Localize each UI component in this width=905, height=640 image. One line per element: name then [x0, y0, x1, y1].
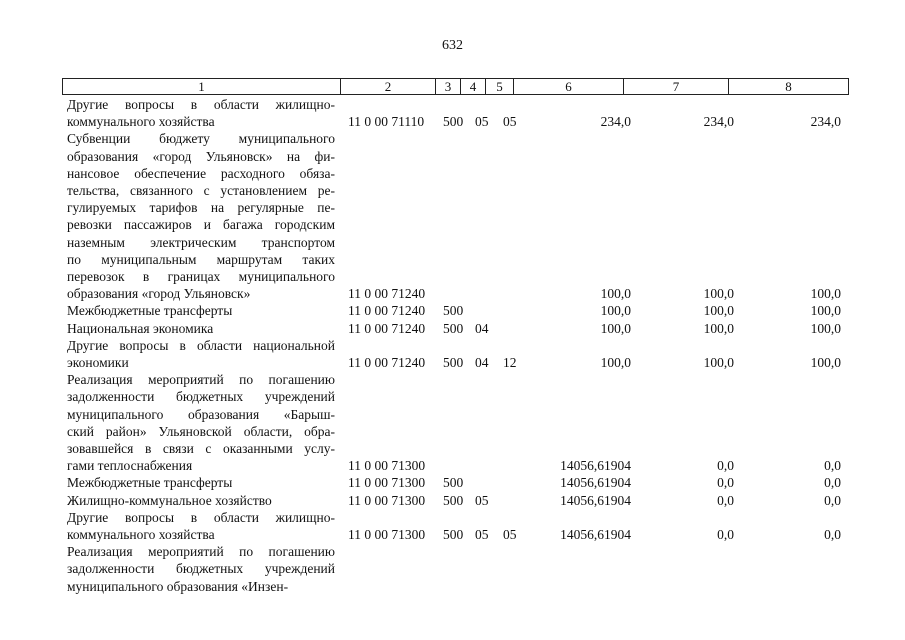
amount-col-7: 100,0: [703, 320, 734, 336]
table-row: [0, 96, 905, 130]
description-line: Другие вопросы в области жилищно-: [67, 97, 335, 112]
target-code: 11 0 00 71300: [348, 475, 426, 491]
amount-col-7: 100,0: [703, 286, 734, 302]
row-description: [67, 320, 335, 337]
description-line: задолженности бюджетных учреждений: [67, 561, 335, 577]
amount-col-8: 0,0: [824, 475, 841, 491]
amount-col-8: 0,0: [824, 526, 841, 542]
column-header-6: 6: [514, 79, 624, 94]
row-description: [67, 371, 335, 474]
description-line: Жилищно-коммунальное хозяйство: [67, 492, 272, 508]
amount-col-6: 100,0: [600, 286, 631, 302]
description-line: Субвенции бюджету муниципального: [67, 131, 335, 147]
table-header-row: [62, 78, 849, 95]
row-description: [67, 302, 335, 319]
page-number: 632: [442, 38, 463, 53]
table-row: [0, 543, 905, 595]
amount-col-6: 14056,61904: [560, 475, 631, 491]
description-line: ский район» Ульяновской области, обра-: [67, 423, 335, 439]
table-row: [0, 509, 905, 543]
row-description: [67, 130, 335, 302]
expense-type: 500: [443, 320, 464, 336]
table-body: [0, 96, 905, 595]
target-code: 11 0 00 71240: [348, 354, 426, 370]
row-description: [67, 509, 335, 543]
description-line: Другие вопросы в области национальной: [67, 337, 335, 353]
description-line: по муниципальным маршрутам таких: [67, 251, 335, 267]
description-line: Другие вопросы в области жилищно-: [67, 509, 335, 525]
amount-col-8: 0,0: [824, 458, 841, 474]
amount-col-7: 234,0: [703, 114, 734, 130]
section: 05: [475, 526, 489, 542]
description-line: задолженности бюджетных учреждений: [67, 389, 335, 405]
table-row: [0, 371, 905, 474]
amount-col-6: 100,0: [600, 354, 631, 370]
target-code: 11 0 00 71240: [348, 303, 426, 319]
amount-col-6: 100,0: [600, 303, 631, 319]
row-description: [67, 96, 335, 130]
target-code: 11 0 00 71240: [348, 320, 426, 336]
table-row: [0, 474, 905, 491]
amount-col-8: 100,0: [810, 354, 841, 370]
column-header-8: 8: [785, 79, 792, 94]
expense-type: 500: [443, 475, 464, 491]
table-row: [0, 492, 905, 509]
column-header-5: 5: [486, 79, 514, 94]
description-line: муниципального образования «Инзен-: [67, 578, 289, 594]
description-line: коммунального хозяйства: [67, 526, 215, 542]
expense-type: 500: [443, 354, 464, 370]
column-header-2: 2: [341, 79, 436, 94]
column-header-1: 1: [63, 79, 341, 94]
description-line: Межбюджетные трансферты: [67, 303, 233, 319]
target-code: 11 0 00 71240: [348, 286, 426, 302]
amount-col-8: 100,0: [810, 320, 841, 336]
description-line: Национальная экономика: [67, 320, 214, 336]
expense-type: 500: [443, 492, 464, 508]
section: 05: [475, 492, 489, 508]
target-code: 11 0 00 71300: [348, 526, 426, 542]
description-line: гами теплоснабжения: [67, 458, 193, 474]
expense-type: 500: [443, 303, 464, 319]
description-line: нансовое обеспечение расходного обяза-: [67, 165, 335, 181]
description-line: коммунального хозяйства: [67, 114, 215, 130]
description-line: образования «город Ульяновск» на фи-: [67, 148, 335, 164]
table-row: [0, 320, 905, 337]
table-row: [0, 130, 905, 302]
description-line: муниципального образования «Барыш-: [67, 406, 335, 422]
column-header-7: 7: [624, 79, 729, 94]
amount-col-7: 0,0: [717, 475, 734, 491]
row-description: [67, 337, 335, 371]
amount-col-7: 100,0: [703, 354, 734, 370]
column-header-3: 3: [436, 79, 461, 94]
subsection: 05: [503, 526, 517, 542]
amount-col-6: 234,0: [600, 114, 631, 130]
description-line: Межбюджетные трансферты: [67, 475, 233, 491]
amount-col-7: 0,0: [717, 458, 734, 474]
description-line: гулируемых тарифов на регулярные пе-: [67, 200, 335, 216]
description-line: Реализация мероприятий по погашению: [67, 544, 335, 560]
amount-col-6: 14056,61904: [560, 458, 631, 474]
target-code: 11 0 00 71300: [348, 492, 426, 508]
expense-type: 500: [443, 526, 464, 542]
description-line: наземным электрическим транспортом: [67, 234, 335, 250]
section: 04: [475, 354, 489, 370]
description-line: тельства, связанного с установлением ре-: [67, 183, 335, 198]
description-line: экономики: [67, 354, 129, 370]
amount-col-7: 0,0: [717, 492, 734, 508]
row-description: [67, 474, 335, 491]
subsection: 12: [503, 354, 517, 370]
amount-col-6: 14056,61904: [560, 492, 631, 508]
amount-col-8: 0,0: [824, 492, 841, 508]
row-description: [67, 543, 335, 595]
amount-col-8: 100,0: [810, 303, 841, 319]
amount-col-7: 0,0: [717, 526, 734, 542]
row-description: [67, 492, 335, 509]
description-line: ревозки пассажиров и багажа городским: [67, 217, 335, 233]
description-line: перевозок в границах муниципального: [67, 269, 335, 285]
column-header-4: 4: [461, 79, 486, 94]
amount-col-6: 14056,61904: [560, 526, 631, 542]
table-row: [0, 337, 905, 371]
amount-col-8: 234,0: [810, 114, 841, 130]
expense-type: 500: [443, 114, 464, 130]
subsection: 05: [503, 114, 517, 130]
target-code: 11 0 00 71300: [348, 458, 426, 474]
description-line: Реализация мероприятий по погашению: [67, 372, 335, 388]
section: 04: [475, 320, 489, 336]
description-line: образования «город Ульяновск»: [67, 286, 251, 302]
amount-col-6: 100,0: [600, 320, 631, 336]
amount-col-8: 100,0: [810, 286, 841, 302]
table-row: [0, 302, 905, 319]
section: 05: [475, 114, 489, 130]
amount-col-7: 100,0: [703, 303, 734, 319]
description-line: зовавшейся в связи с оказанными услу-: [67, 440, 335, 456]
target-code: 11 0 00 71110: [348, 114, 425, 130]
